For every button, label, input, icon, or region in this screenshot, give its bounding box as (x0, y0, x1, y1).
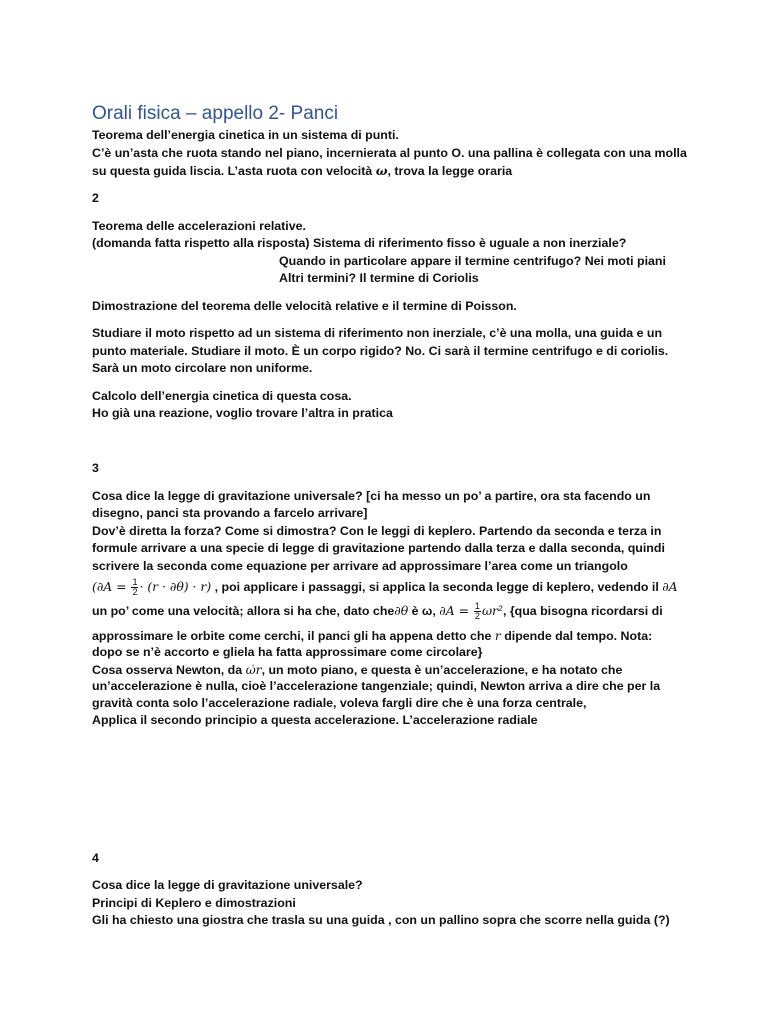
half-fraction-2: $\frac{1}{2}$ (474, 601, 480, 622)
s4-line-2: Principi di Keplero e dimostrazioni (92, 896, 296, 910)
s2-p4-line-2: Ho già una reazione, voglio trovare l’altra in pratica (92, 406, 393, 420)
section-4-number: 4 (92, 851, 99, 865)
s3-line-6 (92, 576, 678, 598)
s2-p3-line-3: Sarà un moto circolare non uniforme. (92, 361, 313, 375)
s3-line-5: scrivere la seconda come equazione per arrivare ad approssimare l’area come un triangolo (92, 559, 628, 573)
s3-line-9: dopo se n’è accorto e gliela ha fatta approssimare come circolare} (92, 645, 483, 659)
area-formula-end: · (r · ∂θ) · r) (139, 579, 212, 594)
s3-line-11: un’accelerazione è nulla, cioè l’accelerazione tangenziale; quindi, Newton arriva a dire che per la (92, 679, 661, 693)
half-fraction: $\frac{1}{2}$ (132, 577, 138, 598)
s2-line-3: Quando in particolare appare il termine centrifugo? Nei moti piani (279, 254, 666, 268)
s2-p3-line-1: Studiare il moto rispetto ad un sistema di riferimento non inerziale, c’è una molla, una guida e un (92, 326, 663, 340)
s2-p3-line-2: punto materiale. Studiare il moto. È un corpo rigido? No. Ci sarà il termine centrifugo e di coriolis. (92, 344, 669, 358)
s2-p4-line-1: Calcolo dell’energia cinetica di questa cosa. (92, 389, 352, 403)
s3-line-3 (92, 523, 661, 540)
document-title: Orali fisica – appello 2- Panci (92, 103, 339, 124)
omega-symbol: ω (375, 163, 388, 178)
dA-symbol: ∂A (662, 579, 678, 594)
s3-line-7 (92, 600, 663, 622)
s1-line-3 (92, 162, 512, 180)
s3-line-7-a: un po’ come una velocità; allora si ha che, dato che (92, 604, 395, 618)
s3-line-1: Cosa dice la legge di gravitazione universale? [ci ha messo un po’ a partire, ora sta facendo un (92, 489, 651, 503)
s3-line-8-a: approssimare le orbite come cerchi, il panci gli ha appena detto che (92, 629, 495, 643)
r-symbol: r (494, 628, 501, 643)
s1-line-2: C’è un’asta che ruota stando nel piano, incernierata al punto O. una pallina è collegata con una molla (92, 146, 687, 160)
s2-line-4: Altri termini? Il termine di Coriolis (279, 271, 479, 285)
s3-line-10-bold: Cosa osserva Newton, da (92, 663, 246, 677)
s1-line-3-b: , trova la legge oraria (387, 164, 513, 178)
s1-line-3-a: su questa guida liscia. L’asta ruota con velocità (92, 164, 376, 178)
dA-formula: ∂A = (439, 603, 473, 618)
section-2-number: 2 (92, 191, 99, 205)
area-formula-start: (∂A = (92, 579, 131, 594)
s3-line-13 (92, 712, 538, 729)
s3-line-4: formule arrivare a una specie di legge di gravitazione partendo dalla terza e dalla seconda, quindi (92, 541, 665, 555)
s2-line-1: Teorema delle accelerazioni relative. (92, 219, 306, 233)
s4-line-1: Cosa dice la legge di gravitazione universale? (92, 878, 363, 892)
dtheta-symbol: ∂θ (394, 603, 409, 618)
omega-r-squared: ωr² (481, 603, 503, 618)
s3-line-6-text: , poi applicare i passaggi, si applica la seconda legge di keplero, vedendo il (211, 580, 663, 594)
s2-paragraph-2: Dimostrazione del teorema delle velocità relative e il termine di Poisson. (92, 299, 517, 313)
s3-line-13-bold: Applica il secondo principio a questa accelerazione. (92, 713, 400, 727)
s3-line-10 (92, 661, 622, 679)
s3-line-3-question: Dov’è diretta la forza? Come si dimostra? (92, 524, 337, 538)
s3-line-3-rest: Con le leggi di keplero. Partendo da seconda e terza in (336, 524, 662, 538)
s3-line-12: gravità conta solo l’accelerazione radiale, voleva fargli dire che è una forza centrale, (92, 696, 587, 710)
s3-line-7-e: , {qua bisogna ricordarsi di (502, 604, 663, 618)
section-3-number: 3 (92, 461, 99, 475)
s3-line-8-b: dipende dal tempo. Nota: (500, 629, 653, 643)
s2-line-2: (domanda fatta rispetto alla risposta) Sistema di riferimento fisso è uguale a non inerziale? (92, 236, 627, 250)
s3-line-10-rest: , un moto piano, e questa è un’accelerazione, e ha notato che (261, 663, 623, 677)
s1-line-1: Teorema dell’energia cinetica in un sistema di punti. (92, 128, 399, 142)
s3-line-7-b: è ω, (408, 604, 440, 618)
s4-line-3: Gli ha chiesto una giostra che trasla su una guida , con un pallino sopra che scorre nella guida (?) (92, 913, 670, 927)
s3-line-8 (92, 627, 652, 645)
s3-line-13-rest: L’accelerazione radiale (399, 713, 538, 727)
s3-line-2: disegno, panci sta provando a farcelo arrivare] (92, 506, 368, 520)
omega-dot-r: ω̇r (245, 662, 262, 677)
